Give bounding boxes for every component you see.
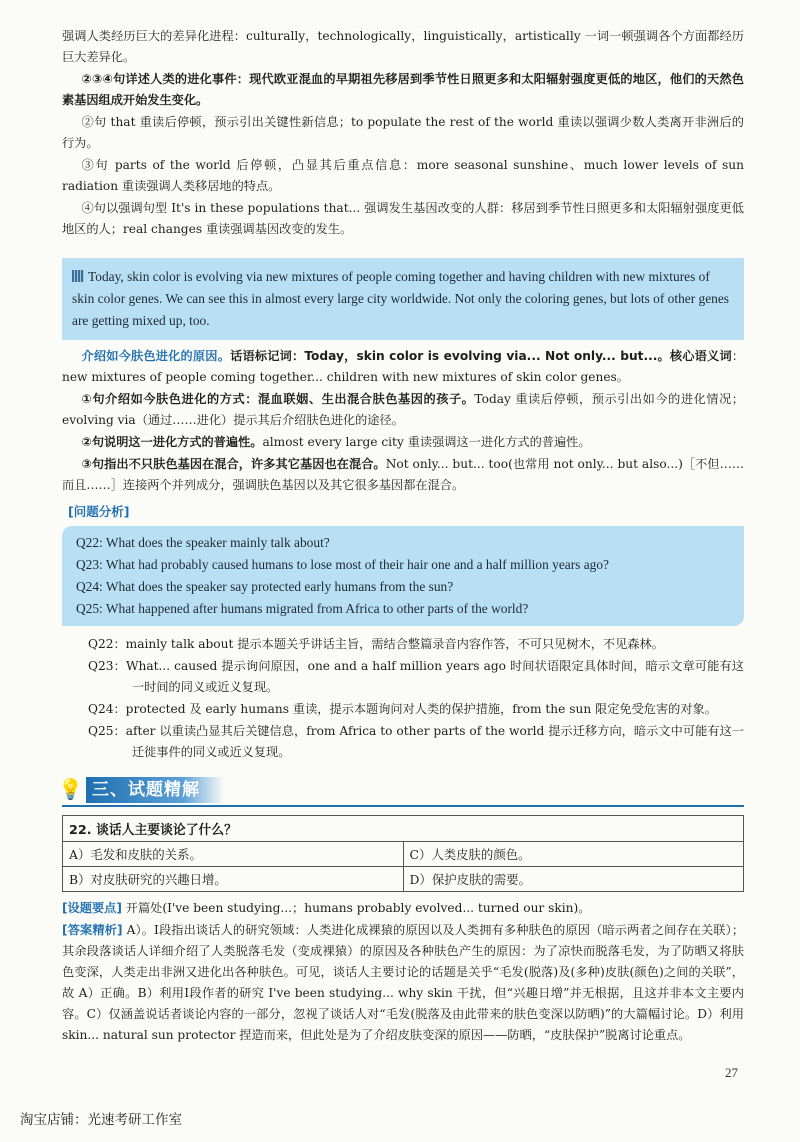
option-b: B）对皮肤研究的兴趣日增。 — [63, 867, 404, 892]
analysis-item: Q25：after 以重读凸显其后关键信息，from Africa to other parts of the world 提示迁移方向，暗示文中可能有这一迁徙事件的同义或近义复现。 — [88, 724, 744, 759]
questions-box — [62, 526, 744, 626]
answer-analysis: [答案精析] A）。Ⅰ段指出谈话人的研究领域：人类进化成裸猿的原因以及人类拥有多种肤色的原因（暗示两者之间存在关联）；其余段落谈话人详细介绍了人类脱落毛发（变成裸猿）的原因及各种肤色产生的原因：为了凉快而脱落毛发，为了防晒又将肤色变深，人类走出非洲又进化出各种肤色。可见，谈话人主要讨论的话题是关乎“毛发(脱落)及(多种)皮肤(颜色)之间的关联”，故 A）正确。B）利用Ⅰ段作者的研究 I've been studying... why skin 干扰，但“兴趣日增”并无根据，且这并非本文主要内容。C）仅涵盖说话者谈论内容的一部分，忽视了谈话人对“毛发(脱落及由此带来的肤色变深以防晒)”的大篇幅讨论。D）利用 skin... natural sun protector 捏造而来，但此处是为了介绍皮肤变深的原因——防晒，“皮肤保护”脱离讨论重点。 — [62, 923, 745, 1042]
option-a: A）毛发和皮肤的关系。 — [63, 842, 404, 867]
analysis-item: Q22：mainly talk about 提示本题关乎讲话主旨，需结合整篇录音内容作答，不可只见树木，不见森林。 — [88, 637, 664, 651]
question-22-title: 22. 谈话人主要谈论了什么？ — [63, 816, 744, 842]
problem-analysis-tag: [问题分析] — [68, 504, 130, 519]
book-icon — [72, 270, 84, 282]
explanation-block — [62, 346, 744, 496]
explain-paragraph-2: ①句介绍如今肤色进化的方式：混血联姻、生出混合肤色基因的孩子。Today 重读后停顿，预示引出如今的进化情况；evolving via（通过……进化）提示其后介绍肤色进化的途径。 — [62, 392, 744, 427]
question-item: Q22: What does the speaker mainly talk about? — [76, 535, 330, 550]
intro-paragraph-3: ③句 parts of the world 后停顿，凸显其后重点信息：more seasonal sunshine、much lower levels of sun radiation 重读强调人类移居地的特点。 — [62, 158, 744, 193]
intro-paragraph-2: ②句 that 重读后停顿，预示引出关键性新信息；to populate the rest of the world 重读以强调少数人类离开非洲后的行为。 — [62, 115, 744, 150]
question-analysis — [62, 634, 744, 763]
answer-point: [设题要点] 开篇处(I've been studying...；humans probably evolved... turned our skin)。 — [62, 901, 591, 915]
option-c: C）人类皮肤的颜色。 — [403, 842, 744, 867]
analysis-item: Q24：protected 及 early humans 重读，提示本题询问对人类的保护措施，from the sun 限定免受危害的对象。 — [88, 702, 717, 716]
question-item: Q24: What does the speaker say protected early humans from the sun? — [76, 579, 454, 594]
page-number: 27 — [725, 1065, 738, 1080]
explain-paragraph-3: ②句说明这一进化方式的普遍性。almost every large city 重读强调这一进化方式的普遍性。 — [81, 435, 591, 449]
lightbulb-icon: 💡 — [58, 777, 83, 801]
explain-paragraph-4: ③句指出不只肤色基因在混合，许多其它基因也在混合。Not only... but... too(也常用 not only... but also...)［不但……而且……］连接两个并列成分，强调肤色基因以及其它很多基因都在混合。 — [62, 457, 745, 492]
intro-paragraph-1: ②③④句详述人类的进化事件：现代欧亚混血的早期祖先移居到季节性日照更多和太阳辐射强度更低的地区，他们的天然色素基因组成开始发生变化。 — [62, 72, 744, 107]
transcript-text: Today, skin color is evolving via new mixtures of people coming together and having children with new mixtures of skin color genes. We can see this in almost every large city worldwide. Not only the coloring genes, but lots of other genes are getting mixed up, too. — [72, 269, 730, 328]
question-item: Q23: What had probably caused humans to lose most of their hair one and a half million years ago? — [76, 557, 610, 572]
footer-shop-label: 淘宝店铺：光速考研工作室 — [20, 1112, 182, 1128]
analysis-item: Q23：What... caused 提示询问原因，one and a half million years ago 时间状语限定具体时间，暗示文章可能有这一时间的同义或近义复现。 — [88, 659, 744, 694]
section-heading-label: 三、试题精解 — [86, 777, 224, 803]
intro-paragraph-4: ④句以强调句型 It's in these populations that... 强调发生基因改变的人群：移居到季节性日照更多和太阳辐射强度更低地区的人；real changes 重读强调基因改变的发生。 — [62, 201, 744, 236]
explain-paragraph-1: 介绍如今肤色进化的原因。话语标记词：Today，skin color is evolving via... Not only... but...。核心语义词：new mixtures of people coming together... children with new mixtures of skin color genes。 — [62, 349, 745, 384]
question-item: Q25: What happened after humans migrated from Africa to other parts of the world? — [76, 601, 529, 616]
question-22-table — [62, 815, 744, 892]
option-d: D）保护皮肤的需要。 — [403, 867, 744, 892]
page-content — [58, 26, 745, 1046]
answer-block — [62, 898, 744, 1046]
intro-paragraph-0: 强调人类经历巨大的差异化进程：culturally，technologically，linguistically，artistically 一词一顿强调各个方面都经历巨大差异化。 — [62, 29, 744, 64]
transcript-quote-box — [62, 258, 744, 340]
section-heading — [58, 775, 744, 807]
